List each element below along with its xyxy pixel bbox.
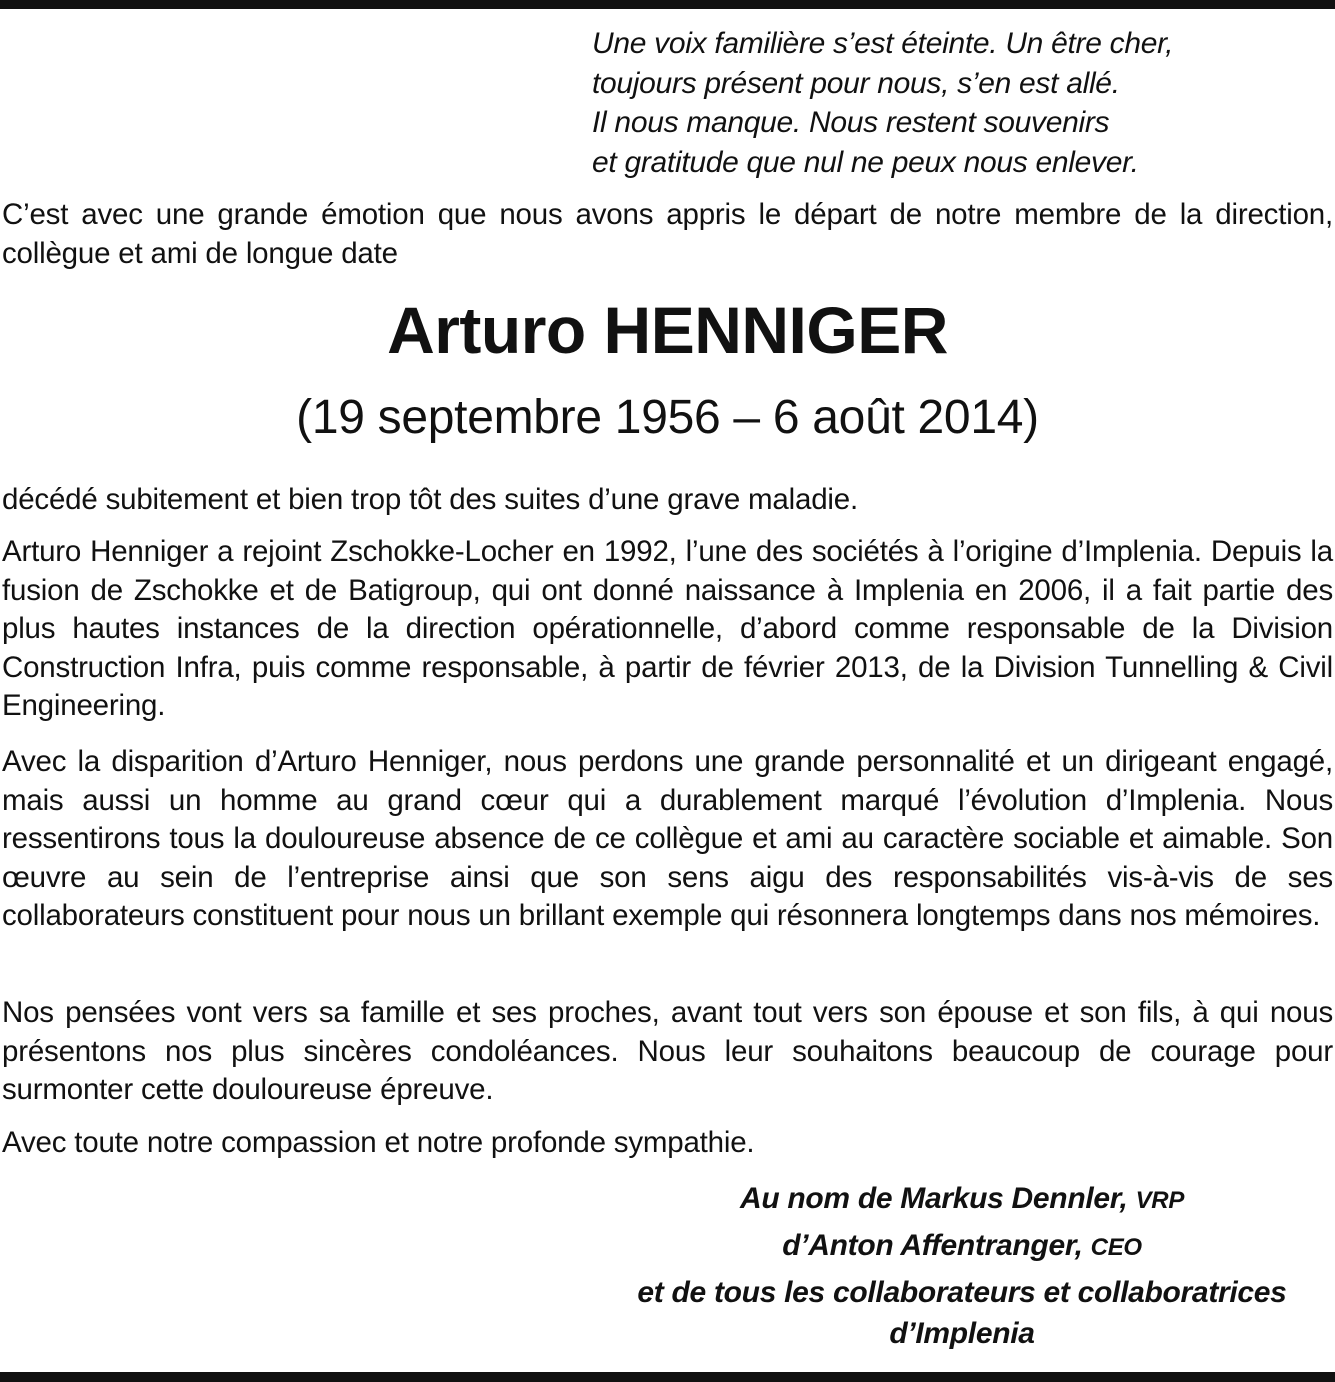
- top-border-rule: [0, 0, 1335, 9]
- signature-line-chairman: [592, 1176, 1332, 1223]
- signatory-name: Au nom de Markus Dennler,: [739, 1182, 1128, 1215]
- signature-line-ceo: [592, 1223, 1332, 1270]
- paragraph-career: Arturo Henniger a rejoint Zschokke-Locher en 1992, l’une des sociétés à l’origine d’Implenia. Depuis la fusion de Zschokke et de Batigroup, qui ont donné naissance à Implenia en 2006, il a fait partie des plus hautes instances de la direction opérationnelle, d’abord comme responsable de la Division Construction Infra, puis comme responsable, à partir de février 2013, de la Division Tunnelling & Civil Engineering.: [2, 535, 1333, 722]
- deceased-name: Arturo HENNIGER: [387, 293, 948, 367]
- intro-paragraph: C’est avec une grande émotion que nous avons appris le départ de notre membre de la direction, collègue et ami de longue date: [2, 198, 1333, 270]
- signatory-title: VRP: [1135, 1187, 1185, 1214]
- quote-line: et gratitude que nul ne peux nous enlever.: [592, 145, 1139, 179]
- paragraph-tribute: Avec la disparition d’Arturo Henniger, nous perdons une grande personnalité et un dirigeant engagé, mais aussi un homme au grand cœur qui a durablement marqué l’évolution d’Implenia. Nous ressentirons tous la douloureuse absence de ce collègue et ami au caractère sociable et aimable. Son œuvre au sein de l’entreprise ainsi que son sens aigu des responsabilités vis-à-vis de ses collaborateurs constituent pour nous un brillant exemple qui résonnera longtemps dans nos mémoires.: [2, 745, 1333, 932]
- life-dates: (19 septembre 1956 – 6 août 2014): [296, 391, 1039, 444]
- quote-line: Il nous manque. Nous restent souvenirs: [592, 106, 1110, 139]
- signature-line-company: d’Implenia: [889, 1317, 1035, 1350]
- signature-line-staff: et de tous les collaborateurs et collaboratrices: [637, 1276, 1287, 1309]
- signature-block: [592, 1176, 1332, 1353]
- paragraph-cause: décédé subitement et bien trop tôt des suites d’une grave maladie.: [2, 483, 858, 516]
- epigraph-quote: [592, 24, 1312, 182]
- signatory-title: CEO: [1090, 1234, 1142, 1261]
- quote-line: Une voix familière s’est éteinte. Un être cher,: [592, 27, 1174, 60]
- signatory-name: d’Anton Affentranger,: [782, 1229, 1083, 1262]
- paragraph-closing: Avec toute notre compassion et notre profonde sympathie.: [2, 1126, 755, 1159]
- quote-line: toujours présent pour nous, s’en est allé.: [592, 66, 1120, 100]
- bottom-border-rule: [0, 1372, 1335, 1382]
- paragraph-condolences: Nos pensées vont vers sa famille et ses proches, avant tout vers son épouse et son fils, à qui nous présentons nos plus sincères condoléances. Nous leur souhaitons beaucoup de courage pour surmonter cette douloureuse épreuve.: [2, 996, 1333, 1106]
